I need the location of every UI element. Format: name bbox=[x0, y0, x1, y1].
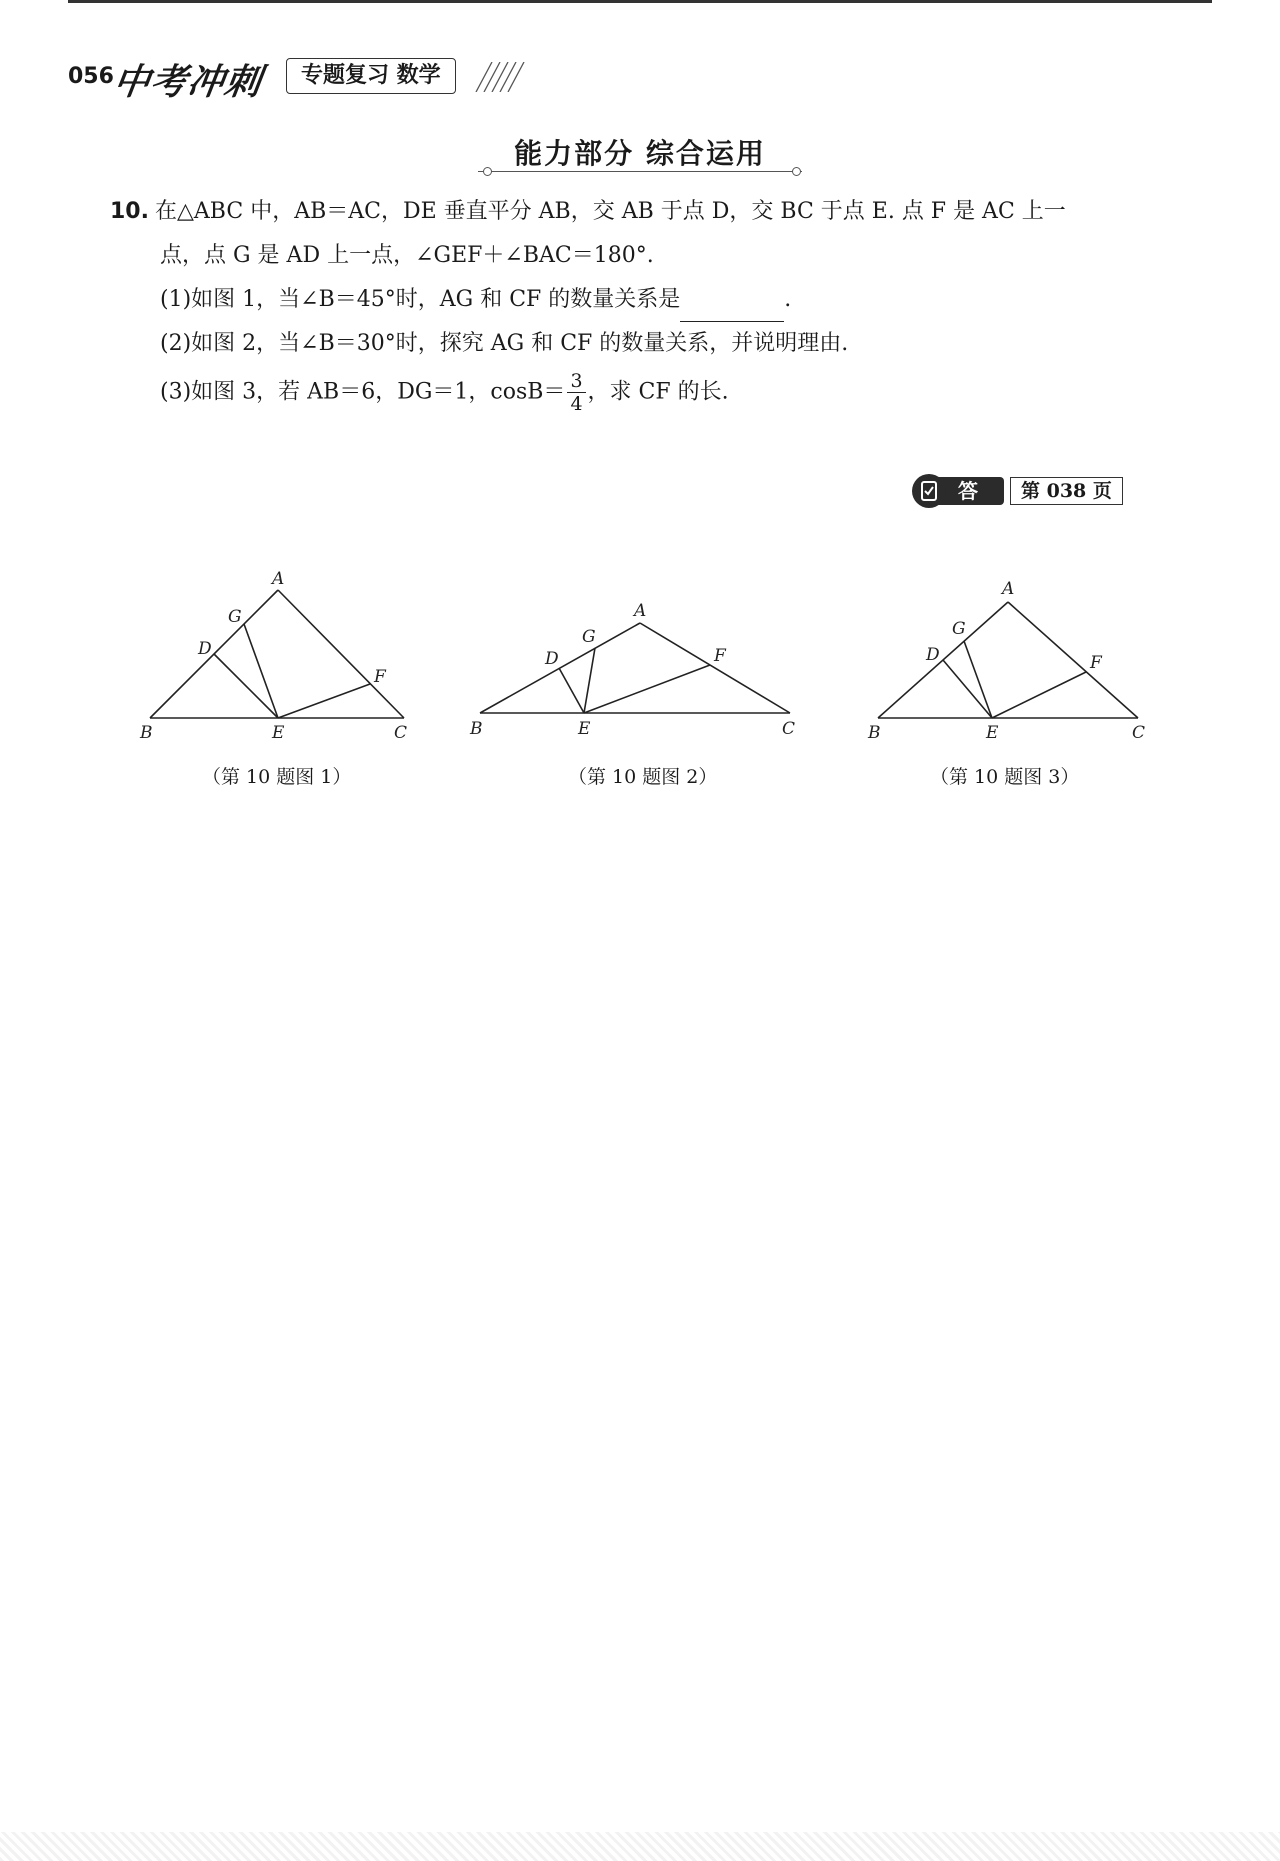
label-c: C bbox=[1132, 723, 1146, 743]
label-d: D bbox=[926, 645, 940, 665]
segment-ge bbox=[964, 641, 992, 718]
stem-line-1: 10. 在△ABC 中，AB＝AC，DE 垂直平分 AB，交 AB 于点 D，交 BC 于点 E. 点 F 是 AC 上一 bbox=[110, 199, 1066, 224]
section-dot-left bbox=[483, 167, 492, 176]
label-b: B bbox=[868, 723, 881, 743]
label-f: F bbox=[374, 667, 386, 687]
label-d: D bbox=[545, 649, 559, 669]
segment-ab bbox=[480, 623, 640, 713]
label-a: A bbox=[634, 601, 647, 621]
label-a: A bbox=[272, 569, 285, 589]
segment-ef bbox=[278, 684, 370, 718]
label-e: E bbox=[272, 723, 285, 743]
figure-2-caption: （第 10 题图 2） bbox=[568, 766, 718, 788]
figure-3 bbox=[868, 560, 1158, 743]
stem-line-2: 点，点 G 是 AD 上一点，∠GEF＋∠BAC＝180°. bbox=[160, 243, 654, 268]
label-a: A bbox=[1002, 579, 1015, 599]
label-e: E bbox=[986, 723, 999, 743]
part-2: (2)如图 2，当∠B＝30°时，探究 AG 和 CF 的数量关系，并说明理由. bbox=[160, 331, 849, 356]
fraction-three-quarters: $\frac{3}{4}$ bbox=[567, 370, 585, 415]
figure-3-caption: （第 10 题图 3） bbox=[930, 766, 1080, 788]
segment-de bbox=[559, 668, 584, 713]
label-b: B bbox=[470, 719, 483, 739]
segment-ac bbox=[640, 623, 790, 713]
segment-ge bbox=[584, 648, 595, 713]
segment-ge bbox=[244, 624, 278, 718]
checklist-icon bbox=[912, 474, 946, 508]
label-g: G bbox=[582, 627, 596, 647]
label-d: D bbox=[198, 639, 212, 659]
part-3: (3)如图 3，若 AB＝6，DG＝1，cosB＝ $\frac{3}{4}$ ，求 CF 的长. bbox=[160, 370, 729, 415]
segment-ac bbox=[278, 590, 404, 718]
segment-de bbox=[214, 654, 278, 718]
label-g: G bbox=[952, 619, 966, 639]
section-title: 能力部分 综合运用 bbox=[514, 137, 766, 170]
label-f: F bbox=[714, 646, 726, 666]
answer-label: 答案 bbox=[958, 479, 978, 531]
label-e: E bbox=[578, 719, 591, 739]
subject-tag: 专题复习 数学 bbox=[286, 58, 456, 94]
section-dot-right bbox=[792, 167, 801, 176]
answer-blank[interactable] bbox=[680, 295, 784, 322]
figure-2 bbox=[470, 560, 800, 740]
figure-1-caption: （第 10 题图 1） bbox=[202, 766, 352, 788]
label-c: C bbox=[394, 723, 408, 743]
figure-1 bbox=[140, 560, 420, 743]
segment-de bbox=[943, 660, 992, 718]
decorative-stripes-icon bbox=[466, 62, 530, 92]
question-number: 10. bbox=[110, 199, 149, 224]
brand-title: 中考冲刺 bbox=[110, 62, 265, 103]
section-underline bbox=[478, 171, 802, 172]
segment-ef bbox=[992, 672, 1086, 718]
top-rule bbox=[68, 0, 1212, 3]
label-g: G bbox=[228, 607, 242, 627]
page-header bbox=[68, 54, 528, 103]
label-b: B bbox=[140, 723, 153, 743]
answer-page: 第 038 页 bbox=[1010, 477, 1123, 505]
label-f: F bbox=[1090, 653, 1102, 673]
label-c: C bbox=[782, 719, 796, 739]
segment-ef bbox=[584, 665, 710, 713]
part-1: (1)如图 1，当∠B＝45°时，AG 和 CF 的数量关系是 . bbox=[160, 278, 791, 322]
page-number: 056 bbox=[68, 64, 114, 89]
page-bottom-texture bbox=[0, 1832, 1280, 1861]
